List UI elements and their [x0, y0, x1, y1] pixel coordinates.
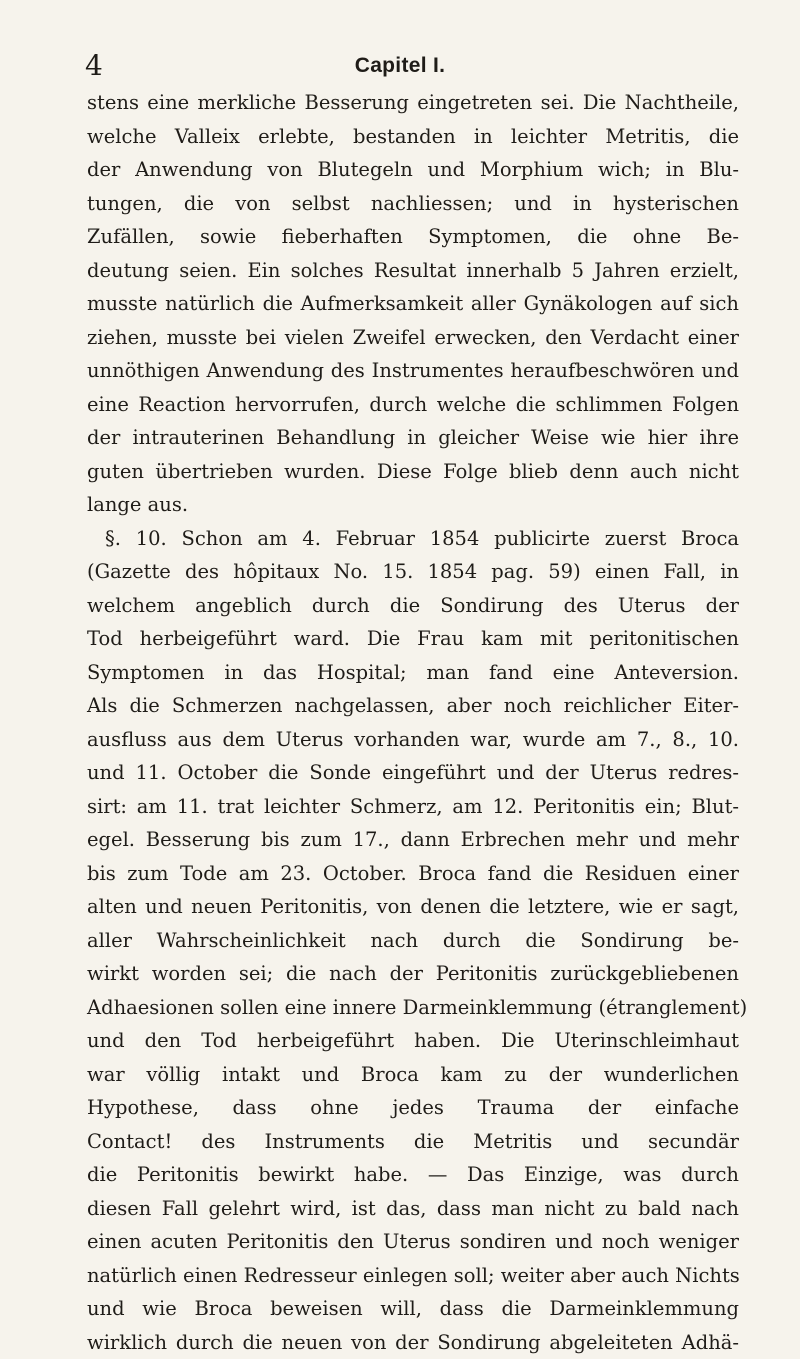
- text-line: Contact! des Instruments die Metritis und secundär: [87, 1125, 739, 1159]
- text-line: der intrauterinen Behandlung in gleicher Weise wie hier ihre: [87, 421, 739, 455]
- text-line: (Gazette des hôpitaux No. 15. 1854 pag. 59) einen Fall, in: [87, 555, 739, 589]
- text-line: ausfluss aus dem Uterus vorhanden war, wurde am 7., 8., 10.: [87, 723, 739, 757]
- paragraph-start-line: §. 10. Schon am 4. Februar 1854 publicirte zuerst Broca: [87, 522, 739, 556]
- text-line: welchem angeblich durch die Sondirung des Uterus der: [87, 589, 739, 623]
- text-line: welche Valleix erlebte, bestanden in leichter Metritis, die: [87, 120, 739, 154]
- page-number: 4: [85, 50, 103, 82]
- text-line: die Peritonitis bewirkt habe. — Das Einzige, was durch: [87, 1158, 739, 1192]
- text-line: diesen Fall gelehrt wird, ist das, dass man nicht zu bald nach: [87, 1192, 739, 1226]
- text-line: und wie Broca beweisen will, dass die Darmeinklemmung: [87, 1292, 739, 1326]
- text-line: Als die Schmerzen nachgelassen, aber noch reichlicher Eiter-: [87, 689, 739, 723]
- text-line: ziehen, musste bei vielen Zweifel erwecken, den Verdacht einer: [87, 321, 739, 355]
- text-line: und 11. October die Sonde eingeführt und der Uterus redres-: [87, 756, 739, 790]
- text-line: bis zum Tode am 23. October. Broca fand die Residuen einer: [87, 857, 739, 891]
- text-line: Symptomen in das Hospital; man fand eine Anteversion.: [87, 656, 739, 690]
- text-line: guten übertrieben wurden. Diese Folge blieb denn auch nicht: [87, 455, 739, 489]
- page-header: [85, 50, 715, 82]
- body-text: [87, 86, 739, 1359]
- text-line: der Anwendung von Blutegeln und Morphium wich; in Blu-: [87, 153, 739, 187]
- text-line: aller Wahrscheinlichkeit nach durch die Sondirung be-: [87, 924, 739, 958]
- text-line: unnöthigen Anwendung des Instrumentes heraufbeschwören und: [87, 354, 739, 388]
- text-line: natürlich einen Redresseur einlegen soll; weiter aber auch Nichts: [87, 1259, 739, 1293]
- text-line: stens eine merkliche Besserung eingetreten sei. Die Nachtheile,: [87, 86, 739, 120]
- text-line: Adhaesionen sollen eine innere Darmeinklemmung (étranglement): [87, 991, 739, 1025]
- text-line: und den Tod herbeigeführt haben. Die Uterinschleimhaut: [87, 1024, 739, 1058]
- text-line: musste natürlich die Aufmerksamkeit aller Gynäkologen auf sich: [87, 287, 739, 321]
- running-head: Capitel I.: [85, 50, 715, 82]
- text-line: einen acuten Peritonitis den Uterus sondiren und noch weniger: [87, 1225, 739, 1259]
- text-line: Tod herbeigeführt ward. Die Frau kam mit peritonitischen: [87, 622, 739, 656]
- text-line: alten und neuen Peritonitis, von denen die letztere, wie er sagt,: [87, 890, 739, 924]
- text-line: egel. Besserung bis zum 17., dann Erbrechen mehr und mehr: [87, 823, 739, 857]
- text-line: Hypothese, dass ohne jedes Trauma der einfache: [87, 1091, 739, 1125]
- text-line: wirkt worden sei; die nach der Peritonitis zurückgebliebenen: [87, 957, 739, 991]
- text-line: war völlig intakt und Broca kam zu der wunderlichen: [87, 1058, 739, 1092]
- text-line: lange aus.: [87, 488, 739, 522]
- text-line: Zufällen, sowie fieberhaften Symptomen, die ohne Be-: [87, 220, 739, 254]
- text-line: eine Reaction hervorrufen, durch welche die schlimmen Folgen: [87, 388, 739, 422]
- text-line: tungen, die von selbst nachliessen; und in hysterischen: [87, 187, 739, 221]
- text-line: sirt: am 11. trat leichter Schmerz, am 12. Peritonitis ein; Blut-: [87, 790, 739, 824]
- text-line: deutung seien. Ein solches Resultat innerhalb 5 Jahren erzielt,: [87, 254, 739, 288]
- text-line: wirklich durch die neuen von der Sondirung abgeleiteten Adhä-: [87, 1326, 739, 1359]
